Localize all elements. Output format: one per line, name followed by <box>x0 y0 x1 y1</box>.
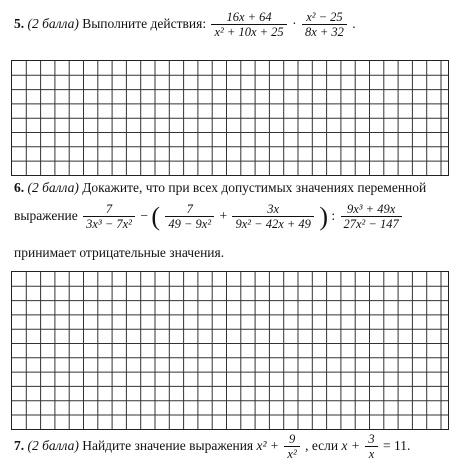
task6-fraction-2-numerator: 7 <box>165 202 214 217</box>
task6-fraction-4-denominator: 27x² − 147 <box>343 217 399 232</box>
task6-fraction-3-denominator: 9x² − 42x + 49 <box>235 217 311 232</box>
task6-text-line1: Докажите, что при всех допустимых значениях переменной <box>82 180 427 195</box>
task7-mid: , если <box>305 437 339 453</box>
task6-statement-line3 <box>14 246 224 260</box>
task7-text: Найдите значение выражения <box>82 437 254 453</box>
answer-grid-2-lines <box>12 272 448 429</box>
task7-fraction-a-denominator: x² <box>287 447 297 462</box>
task5-fraction-1-numerator: 16x + 64 <box>211 10 286 25</box>
task5-fraction-1-denominator: x² + 10x + 25 <box>214 25 284 40</box>
task6-plus: + <box>219 207 228 223</box>
task6-fraction-1-denominator: 3x³ − 7x² <box>86 217 132 232</box>
task6-minus: − <box>140 207 148 223</box>
task6-number: 6. <box>14 180 25 195</box>
task5-text: Выполните действия: <box>82 15 207 31</box>
task5-dot: · <box>292 15 297 31</box>
task5-fraction-2 <box>302 10 347 40</box>
task7-number: 7. <box>14 437 25 453</box>
answer-grid-1-lines <box>12 61 448 175</box>
task6-statement-line1 <box>14 181 426 195</box>
answer-grid-2[interactable] <box>11 271 449 430</box>
task7-expression-a: x² + <box>256 437 280 453</box>
task6-fraction-1-numerator: 7 <box>83 202 135 217</box>
task6-expression-line <box>14 202 404 232</box>
task6-fraction-4 <box>341 202 402 232</box>
answer-grid-1[interactable] <box>11 60 449 176</box>
task7-tail: = 11. <box>383 437 411 453</box>
task5-end: . <box>352 15 356 31</box>
task6-prefix: выражение <box>14 207 78 223</box>
task7-fraction-a <box>284 432 299 462</box>
task5-fraction-2-numerator: x² − 25 <box>302 10 347 25</box>
task7-points: (2 балла) <box>27 437 79 453</box>
task6-fraction-3 <box>232 202 313 232</box>
task7-fraction-b-denominator: x <box>368 447 375 462</box>
task6-fraction-2 <box>165 202 214 232</box>
task6-points: (2 балла) <box>27 180 79 195</box>
task6-fraction-3-numerator: 3x <box>232 202 313 217</box>
task5-fraction-2-denominator: 8x + 32 <box>304 25 344 40</box>
task6-text-line3: принимает отрицательные значения. <box>14 245 225 260</box>
task6-fraction-1 <box>83 202 135 232</box>
task7-fraction-a-numerator: 9 <box>284 432 299 447</box>
task7-fraction-b <box>365 432 377 462</box>
task5-number: 5. <box>14 15 25 31</box>
task6-fraction-2-denominator: 49 − 9x² <box>168 217 212 232</box>
task6-right-paren: ) <box>319 201 328 231</box>
task6-fraction-4-numerator: 9x³ + 49x <box>341 202 402 217</box>
task7-statement <box>14 432 410 462</box>
task6-colon: : <box>331 207 336 223</box>
task5-fraction-1 <box>211 10 286 40</box>
task7-fraction-b-numerator: 3 <box>365 432 377 447</box>
task6-left-paren: ( <box>151 201 160 231</box>
task5-points: (2 балла) <box>27 15 79 31</box>
task7-expression-b: x + <box>341 437 360 453</box>
task5-statement <box>14 10 356 40</box>
